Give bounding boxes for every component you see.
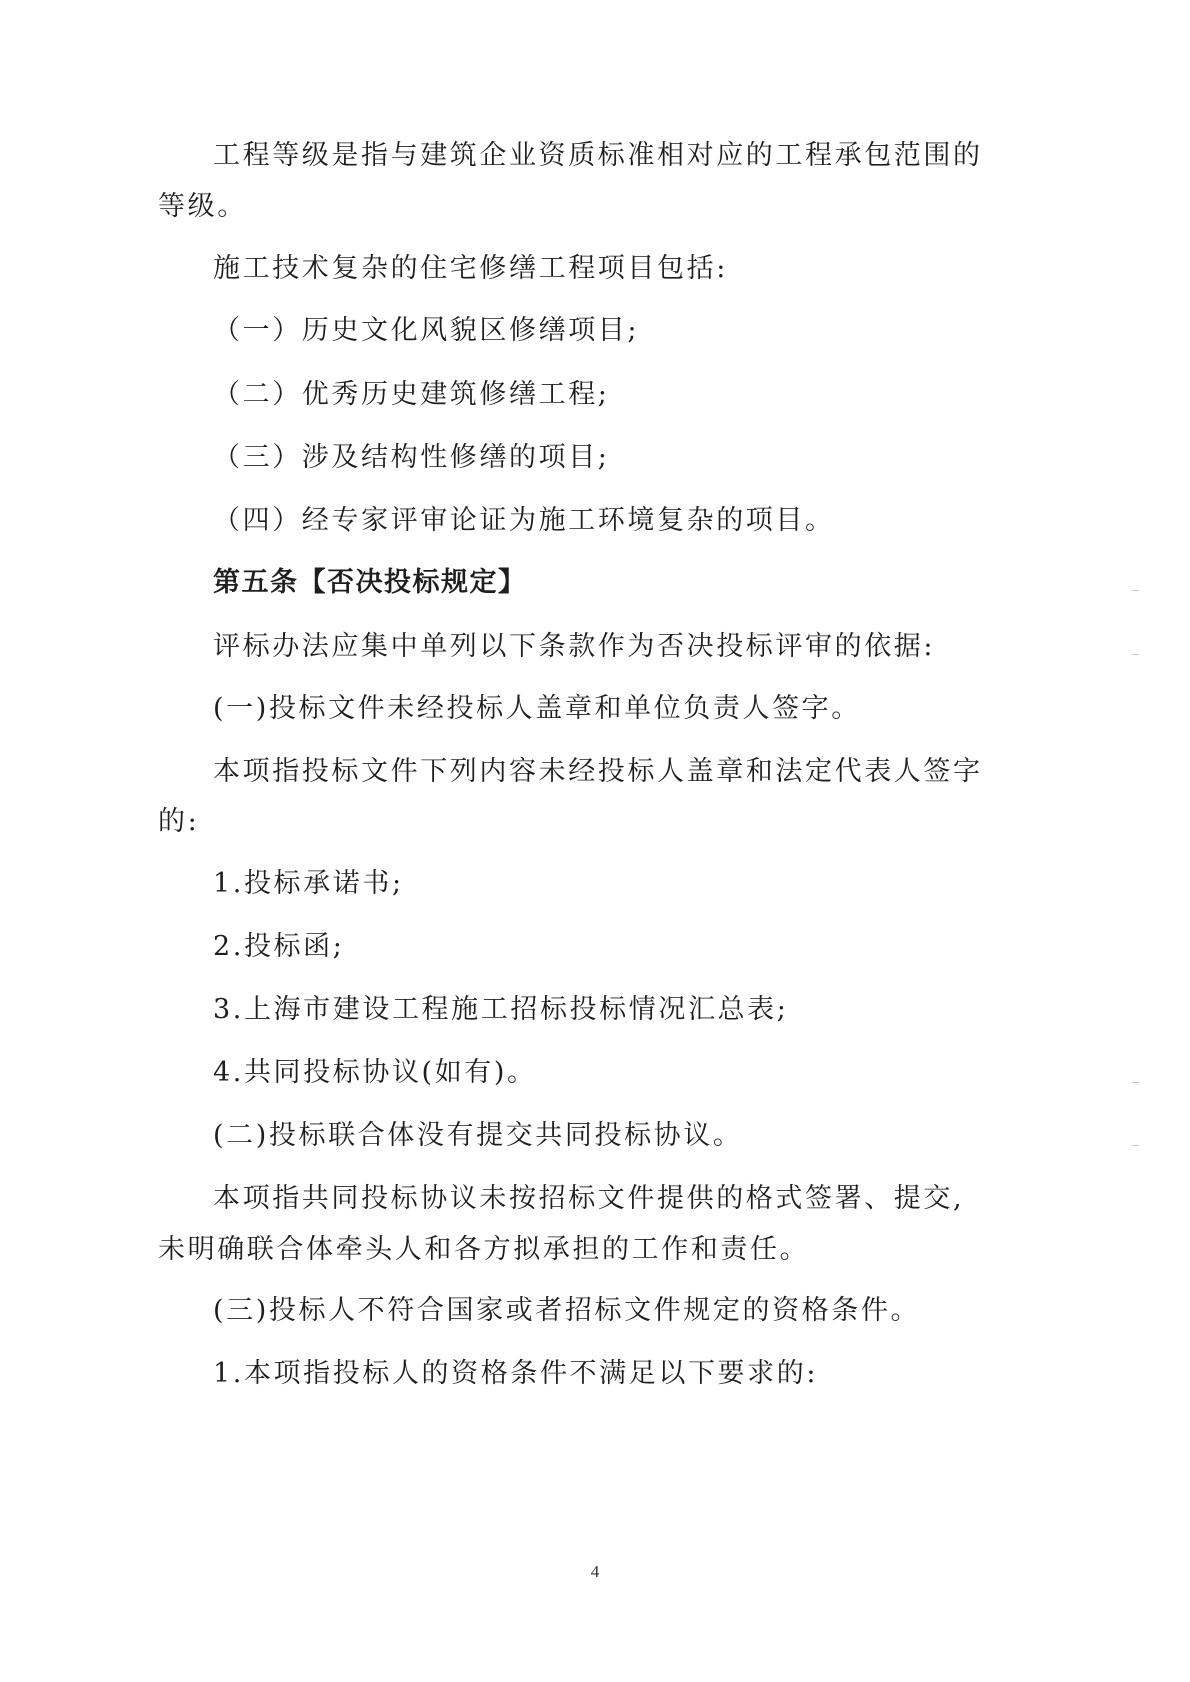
clause-item: (二)投标联合体没有提交共同投标协议。: [213, 1120, 743, 1151]
paragraph-line: 本项指投标文件下列内容未经投标人盖章和法定代表人签字: [213, 756, 983, 787]
paragraph-line: 本项指共同投标协议未按招标文件提供的格式签署、提交,: [213, 1183, 965, 1214]
paragraph-line: 评标办法应集中单列以下条款作为否决投标评审的依据:: [213, 631, 936, 662]
list-item: （二）优秀历史建筑修缮工程;: [213, 379, 610, 410]
paragraph-line: 的:: [158, 806, 200, 837]
scan-mark: [1132, 1082, 1139, 1083]
numbered-item: 4.共同投标协议(如有)。: [213, 1057, 537, 1088]
clause-item: (一)投标文件未经投标人盖章和单位负责人签字。: [213, 693, 861, 724]
clause-item: (三)投标人不符合国家或者招标文件规定的资格条件。: [213, 1295, 921, 1326]
article-heading: 第五条【否决投标规定】: [213, 567, 527, 598]
paragraph-line: 等级。: [158, 191, 247, 222]
numbered-item: 2.投标函;: [213, 931, 345, 962]
list-item: （四）经专家评审论证为施工环境复杂的项目。: [213, 505, 835, 536]
scan-mark: [1132, 590, 1139, 591]
list-item: （一）历史文化风貌区修缮项目;: [213, 315, 640, 346]
numbered-item: 1.本项指投标人的资格条件不满足以下要求的:: [213, 1358, 819, 1389]
numbered-item: 1.投标承诺书;: [213, 868, 404, 899]
scan-mark: [1132, 654, 1139, 655]
numbered-item: 3.上海市建设工程施工招标投标情况汇总表;: [213, 994, 789, 1025]
paragraph-line: 未明确联合体牵头人和各方拟承担的工作和责任。: [158, 1234, 810, 1265]
scan-mark: [1132, 1145, 1139, 1146]
page-number: 4: [590, 1562, 600, 1581]
paragraph-line: 施工技术复杂的住宅修缮工程项目包括:: [213, 253, 728, 284]
paragraph-line: 工程等级是指与建筑企业资质标准相对应的工程承包范围的: [213, 140, 983, 171]
list-item: （三）涉及结构性修缮的项目;: [213, 442, 610, 473]
